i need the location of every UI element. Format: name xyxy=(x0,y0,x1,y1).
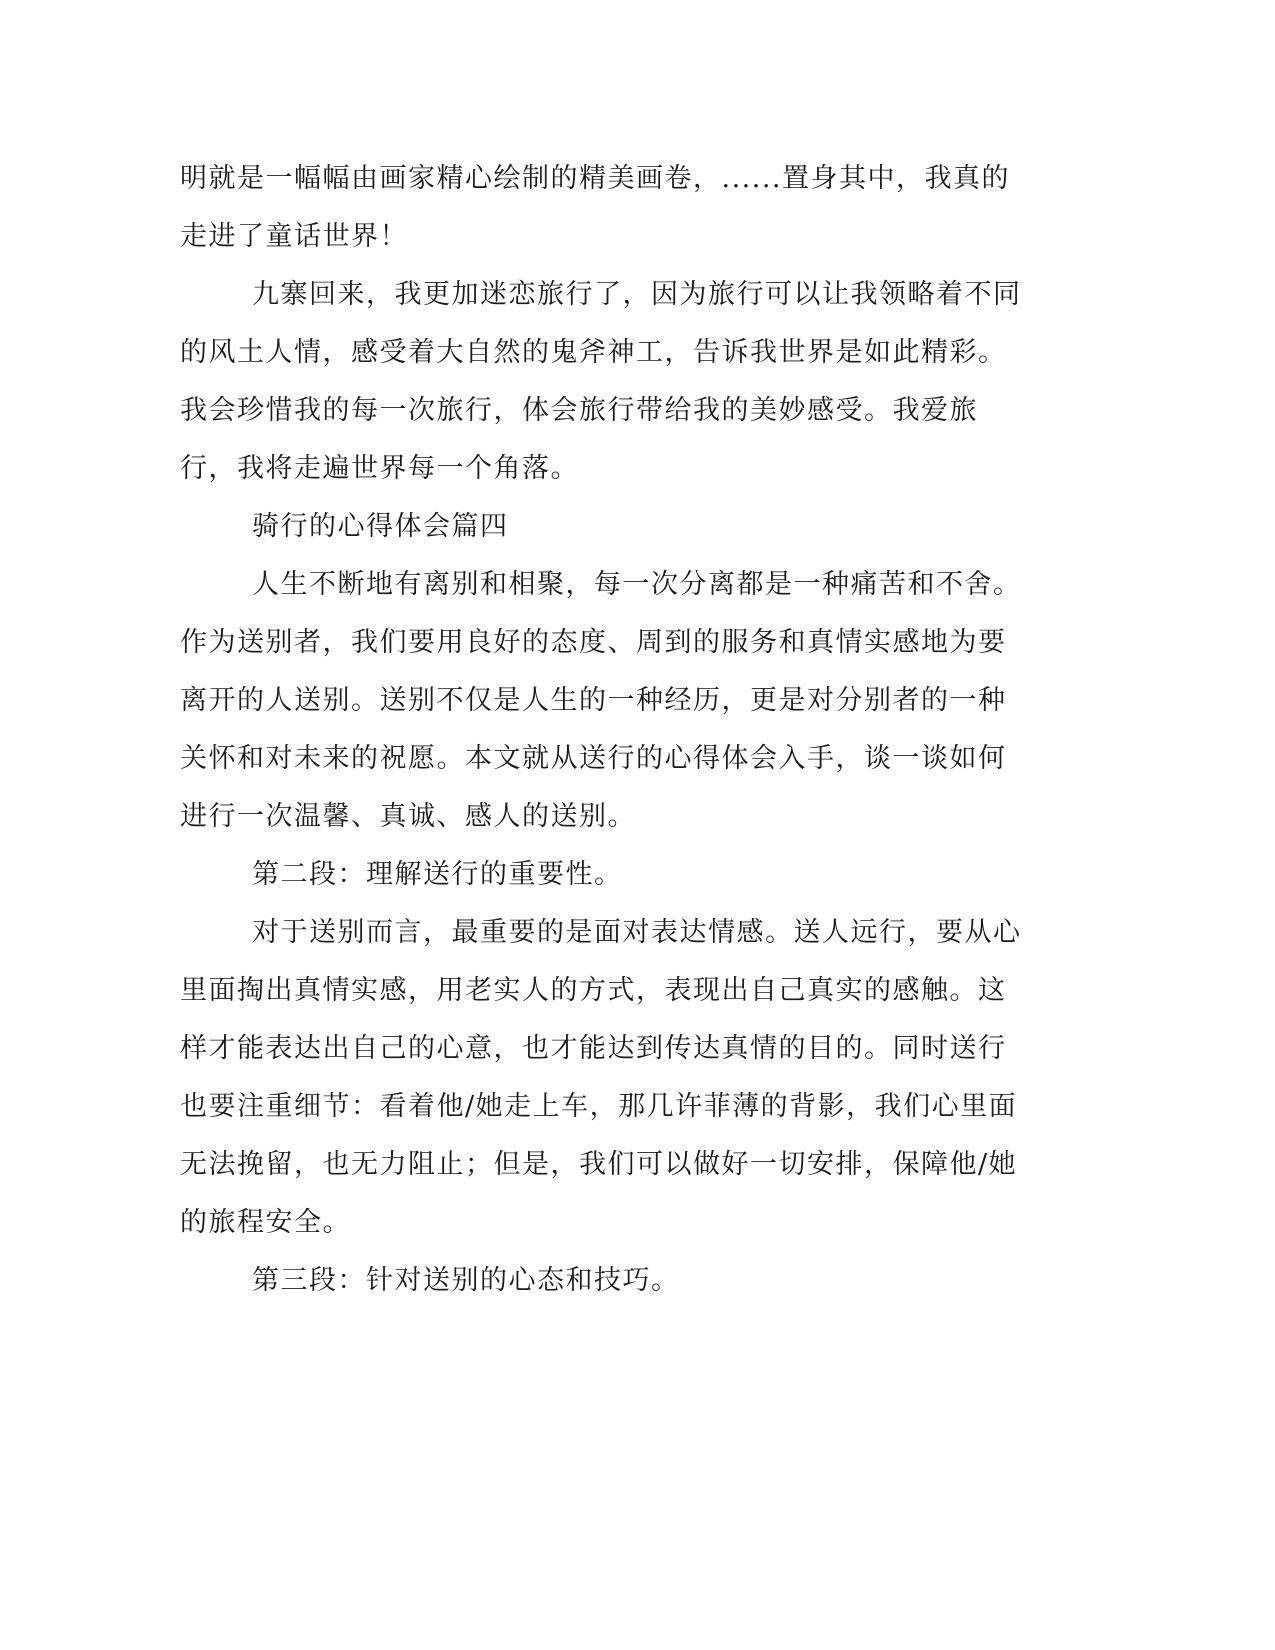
paragraph-text: 人生不断地有离别和相聚，每一次分离都是一种痛苦和不舍。作为送别者，我们要用良好的态度、周到的服务和真情实感地为要离开的人送别。送别不仅是人生的一种经历，更是对分别者的一种关怀和对未来的祝愿。本文就从送行的心得体会入手，谈一谈如何进行一次温馨、真诚、感人的送别。 xyxy=(180,569,1022,832)
paragraph-text: 九寨回来，我更加迷恋旅行了，因为旅行可以让我领略着不同的风土人情，感受着大自然的鬼斧神工，告诉我世界是如此精彩。我会珍惜我的每一次旅行，体会旅行带给我的美妙感受。我爱旅行，我将走遍世界每一个角落。 xyxy=(180,279,1022,484)
section-heading: 第三段：针对送别的心态和技巧。 xyxy=(252,1265,680,1296)
document-body xyxy=(180,150,1030,1310)
section-heading: 第二段：理解送行的重要性。 xyxy=(252,859,623,890)
section-heading: 骑行的心得体会篇四 xyxy=(252,511,509,542)
paragraph-text: 对于送别而言，最重要的是面对表达情感。送人远行，要从心里面掏出真情实感，用老实人的方式，表现出自己真实的感触。这样才能表达出自己的心意，也才能达到传达真情的目的。同时送行也要注重细节：看着他/她走上车，那几许菲薄的背影，我们心里面无法挽留，也无力阻止；但是，我们可以做好一切安排，保障他/她的旅程安全。 xyxy=(180,917,1022,1238)
paragraph-text: 明就是一幅幅由画家精心绘制的精美画卷，......置身其中，我真的走进了童话世界！ xyxy=(180,163,1010,252)
